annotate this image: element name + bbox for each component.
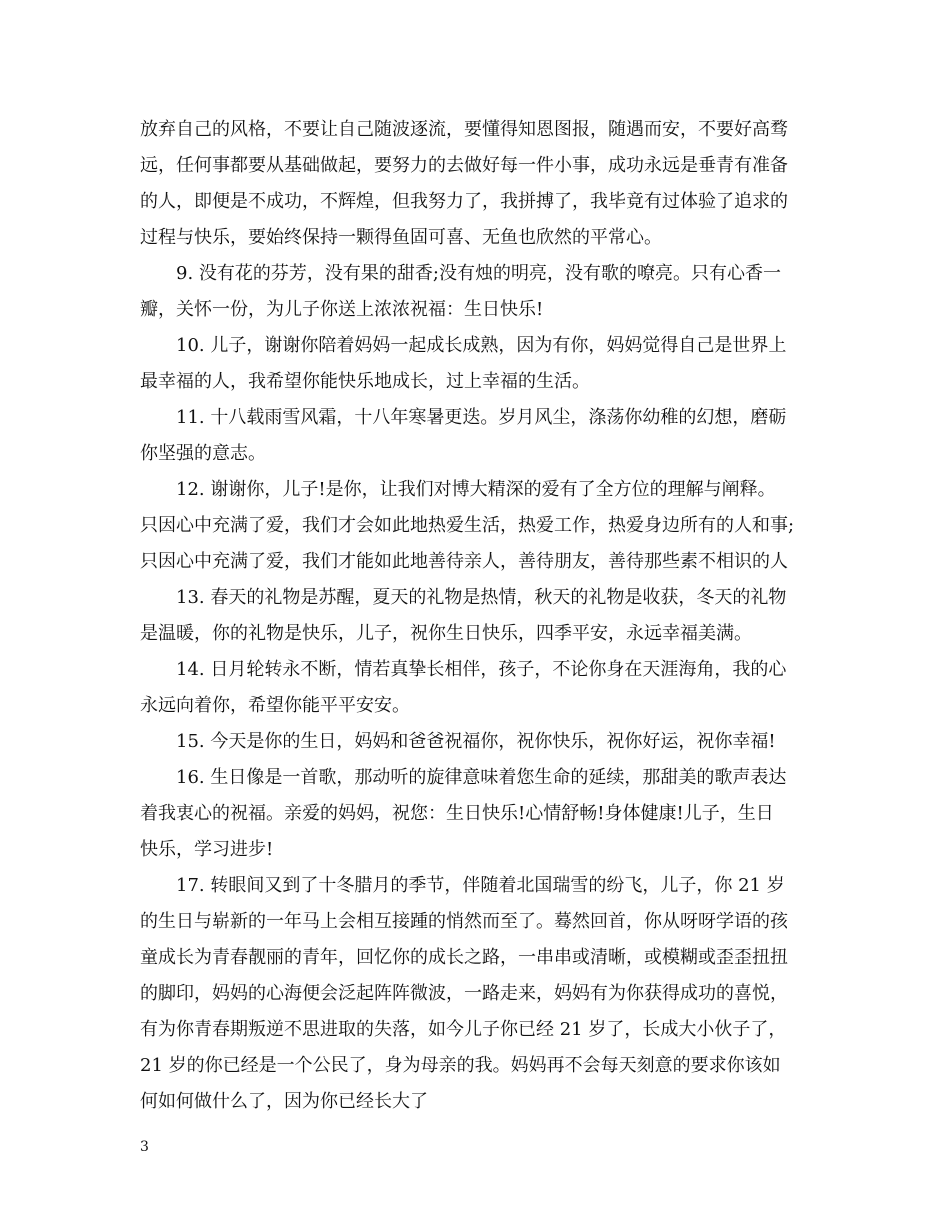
text-line: 最幸福的人，我希望你能快乐地成长，过上幸福的生活。 <box>140 371 590 392</box>
text-line: 放弃自己的风格，不要让自己随波逐流，要懂得知恩图报，随遇而安，不要好高骛 <box>140 119 788 140</box>
paragraph-11-start: 11. 十八载雨雪风霜，十八年寒暑更迭。岁月风尘，涤荡你幼稚的幻想，磨砺 <box>176 407 787 428</box>
text-line: 的生日与崭新的一年马上会相互接踵的悄然而至了。蓦然回首，你从呀呀学语的孩 <box>140 911 788 932</box>
text-line: 童成长为青春靓丽的青年，回忆你的成长之路，一串串或清晰，或模糊或歪歪扭扭 <box>140 947 788 968</box>
text-line: 你坚强的意志。 <box>140 443 266 464</box>
text-line: 的人，即便是不成功，不辉煌，但我努力了，我拼搏了，我毕竟有过体验了追求的 <box>140 191 788 212</box>
paragraph-15-start: 15. 今天是你的生日，妈妈和爸爸祝福你，祝你快乐，祝你好运，祝你幸福! <box>176 731 776 752</box>
text-line: 永远向着你，希望你能平平安安。 <box>140 695 410 716</box>
text-line: 远，任何事都要从基础做起，要努力的去做好每一件小事，成功永远是垂青有准备 <box>140 155 788 176</box>
text-line: 只因心中充满了爱，我们才能如此地善待亲人，善待朋友，善待那些素不相识的人 <box>140 551 788 572</box>
text-line: 是温暖，你的礼物是快乐，儿子，祝你生日快乐，四季平安，永远幸福美满。 <box>140 623 752 644</box>
text-line: 瓣，关怀一份，为儿子你送上浓浓祝福：生日快乐! <box>140 299 544 320</box>
text-line: 快乐，学习进步! <box>140 839 274 860</box>
text-line: 着我衷心的祝福。亲爱的妈妈，祝您：生日快乐!心情舒畅!身体健康!儿子，生日 <box>140 803 774 824</box>
text-line: 过程与快乐，要始终保持一颗得鱼固可喜、无鱼也欣然的平常心。 <box>140 227 662 248</box>
document-body <box>140 112 830 1120</box>
paragraph-16-start: 16. 生日像是一首歌，那动听的旋律意味着您生命的延续，那甜美的歌声表达 <box>176 767 787 788</box>
page-number: 3 <box>140 1139 149 1155</box>
paragraph-12-start: 12. 谢谢你，儿子!是你，让我们对博大精深的爱有了全方位的理解与阐释。 <box>176 479 776 500</box>
paragraph-10-start: 10. 儿子，谢谢你陪着妈妈一起成长成熟，因为有你，妈妈觉得自己是世界上 <box>176 335 787 356</box>
paragraph-13-start: 13. 春天的礼物是苏醒，夏天的礼物是热情，秋天的礼物是收获，冬天的礼物 <box>176 587 787 608</box>
paragraph-9-start: 9. 没有花的芬芳，没有果的甜香;没有烛的明亮，没有歌的嘹亮。只有心香一 <box>176 263 781 284</box>
text-line: 只因心中充满了爱，我们才会如此地热爱生活，热爱工作，热爱身边所有的人和事; <box>140 515 795 536</box>
text-line: 21 岁的你已经是一个公民了，身为母亲的我。妈妈再不会每天刻意的要求你该如 <box>140 1055 781 1076</box>
paragraph-17-start: 17. 转眼间又到了十冬腊月的季节，伴随着北国瑞雪的纷飞，儿子，你 21 岁 <box>176 875 785 896</box>
text-line: 的脚印，妈妈的心海便会泛起阵阵微波，一路走来，妈妈有为你获得成功的喜悦， <box>140 983 788 1004</box>
paragraph-14-start: 14. 日月轮转永不断，情若真挚长相伴，孩子，不论你身在天涯海角，我的心 <box>176 659 787 680</box>
text-line: 何如何做什么了，因为你已经长大了 <box>140 1091 428 1112</box>
text-line: 有为你青春期叛逆不思进取的失落，如今儿子你已经 21 岁了，长成大小伙子了， <box>140 1019 787 1040</box>
